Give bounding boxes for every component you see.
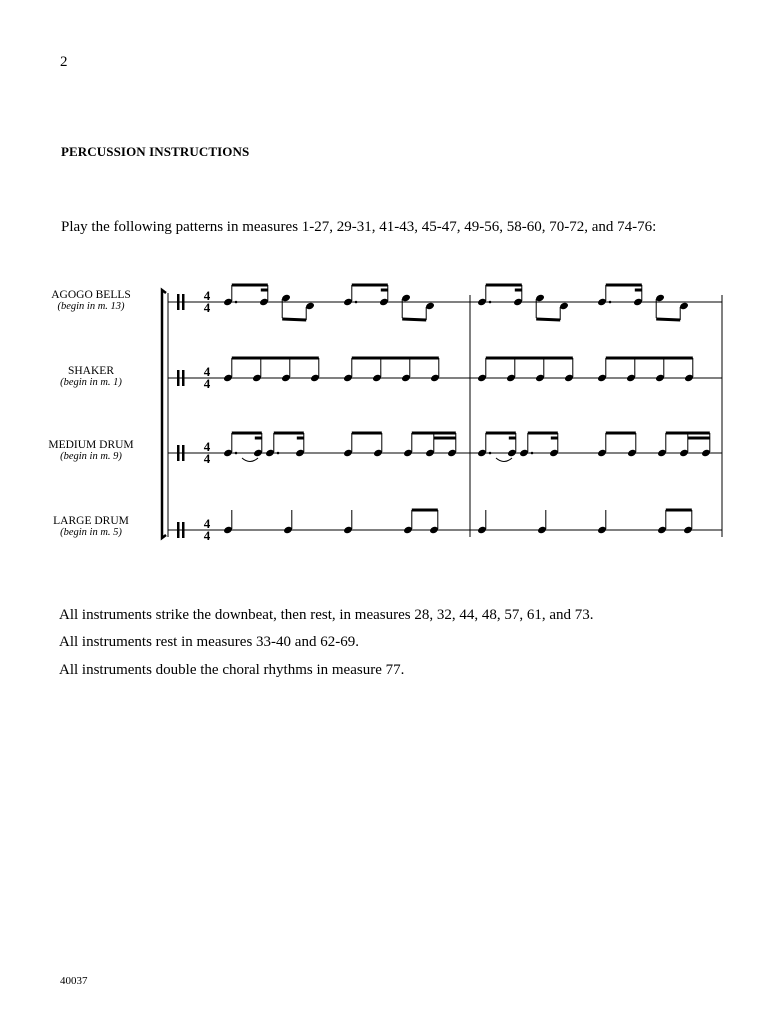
time-sig-bottom: 4	[203, 376, 211, 391]
instrument-begin: (begin in m. 13)	[57, 301, 125, 312]
time-sig-top: 4	[203, 516, 211, 531]
instrument-begin: (begin in m. 5)	[60, 527, 122, 538]
intro-text: Play the following patterns in measures 1-27, 29-31, 41-43, 45-47, 49-56, 58-60, 70-72, and 74-76:	[61, 219, 657, 235]
augmentation-dot	[609, 301, 612, 304]
time-sig-bottom: 4	[203, 300, 211, 315]
augmentation-dot	[531, 452, 534, 455]
augmentation-dot	[355, 301, 358, 304]
footer-code: 40037	[60, 975, 88, 987]
augmentation-dot	[489, 301, 492, 304]
instrument-begin: (begin in m. 9)	[60, 451, 122, 462]
instrument-begin: (begin in m. 1)	[60, 377, 122, 388]
augmentation-dot	[489, 452, 492, 455]
instrument-name: LARGE DRUM	[53, 515, 129, 527]
time-sig-bottom: 4	[203, 528, 211, 543]
instrument-name: SHAKER	[67, 365, 114, 377]
time-sig-bottom: 4	[203, 451, 211, 466]
instrument-name: AGOGO BELLS	[51, 289, 131, 301]
note-beam	[282, 319, 306, 320]
note-beam	[656, 319, 680, 320]
note-beam	[402, 319, 426, 320]
note-beam	[536, 319, 560, 320]
tie	[242, 458, 258, 462]
tie	[496, 458, 512, 462]
time-sig-top: 4	[203, 288, 211, 303]
notes-layer	[223, 285, 711, 534]
augmentation-dot	[235, 301, 238, 304]
note-downbeat: All instruments strike the downbeat, then rest, in measures 28, 32, 44, 48, 57, 61, and 73.	[59, 607, 594, 623]
page-number: 2	[60, 54, 68, 70]
instrument-name: MEDIUM DRUM	[48, 439, 134, 451]
system-bracket	[162, 290, 166, 538]
note-double: All instruments double the choral rhythms in measure 77.	[59, 662, 405, 678]
section-title: PERCUSSION INSTRUCTIONS	[61, 144, 250, 159]
augmentation-dot	[235, 452, 238, 455]
time-sig-top: 4	[203, 439, 211, 454]
augmentation-dot	[277, 452, 280, 455]
time-sig-top: 4	[203, 364, 211, 379]
note-rest: All instruments rest in measures 33-40 and 62-69.	[59, 634, 359, 650]
